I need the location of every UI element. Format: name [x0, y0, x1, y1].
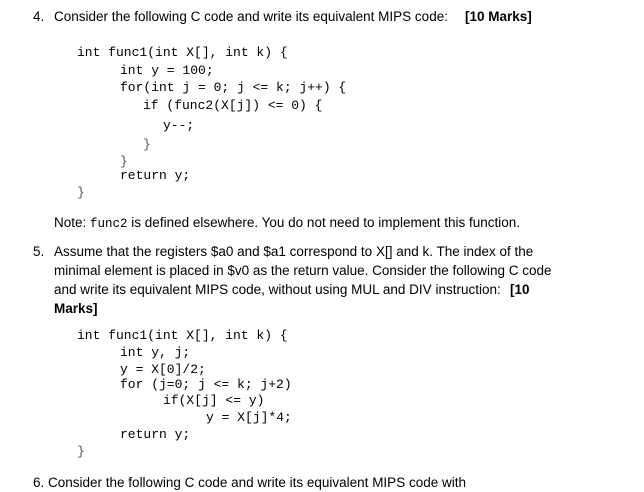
code-line: }	[77, 444, 85, 459]
note-suffix: is defined elsewhere. You do not need to implement this function.	[127, 215, 521, 230]
code-line: y = X[0]/2;	[120, 362, 206, 377]
code-line: if(X[j] <= y)	[163, 393, 265, 408]
code-line: return y;	[120, 168, 191, 183]
question-4-number: 4.	[33, 9, 45, 24]
question-5-text-line: and write its equivalent MIPS code, without using MUL and DIV instruction:	[54, 282, 501, 297]
note-func-name: func2	[90, 217, 128, 231]
code-line: for (j=0; j <= k; j+2)	[120, 377, 292, 392]
code-line: y = X[j]*4;	[206, 410, 292, 425]
question-4-note	[54, 214, 520, 233]
question-5-number: 5.	[33, 244, 45, 259]
code-line: int func1(int X[], int k) {	[77, 45, 288, 60]
code-line: if (func2(X[j]) <= 0) {	[143, 98, 323, 113]
next-question-fragment	[33, 475, 593, 492]
code-line: }	[143, 137, 151, 152]
code-line: int y = 100;	[120, 63, 214, 78]
code-line: y--;	[163, 118, 195, 133]
code-line: }	[77, 185, 85, 200]
next-question-fragment-text: 6. Consider the following C code and write its equivalent MIPS code with	[33, 475, 466, 490]
code-line: int y, j;	[120, 345, 191, 360]
code-line: int func1(int X[], int k) {	[77, 328, 288, 343]
code-line: return y;	[120, 427, 191, 442]
question-5-marks: [10	[510, 282, 530, 297]
code-line: for(int j = 0; j <= k; j++) {	[120, 80, 347, 95]
question-5-marks-continued: Marks]	[54, 301, 98, 316]
question-4-marks: [10 Marks]	[465, 9, 532, 24]
question-5-text-line: minimal element is placed in $v0 as the return value. Consider the following C code	[54, 263, 552, 278]
question-5-text-line: Assume that the registers $a0 and $a1 correspond to X[] and k. The index of the	[54, 244, 534, 259]
question-4-text: Consider the following C code and write its equivalent MIPS code:	[54, 9, 448, 24]
note-prefix: Note:	[54, 215, 91, 230]
code-line: }	[120, 154, 128, 169]
